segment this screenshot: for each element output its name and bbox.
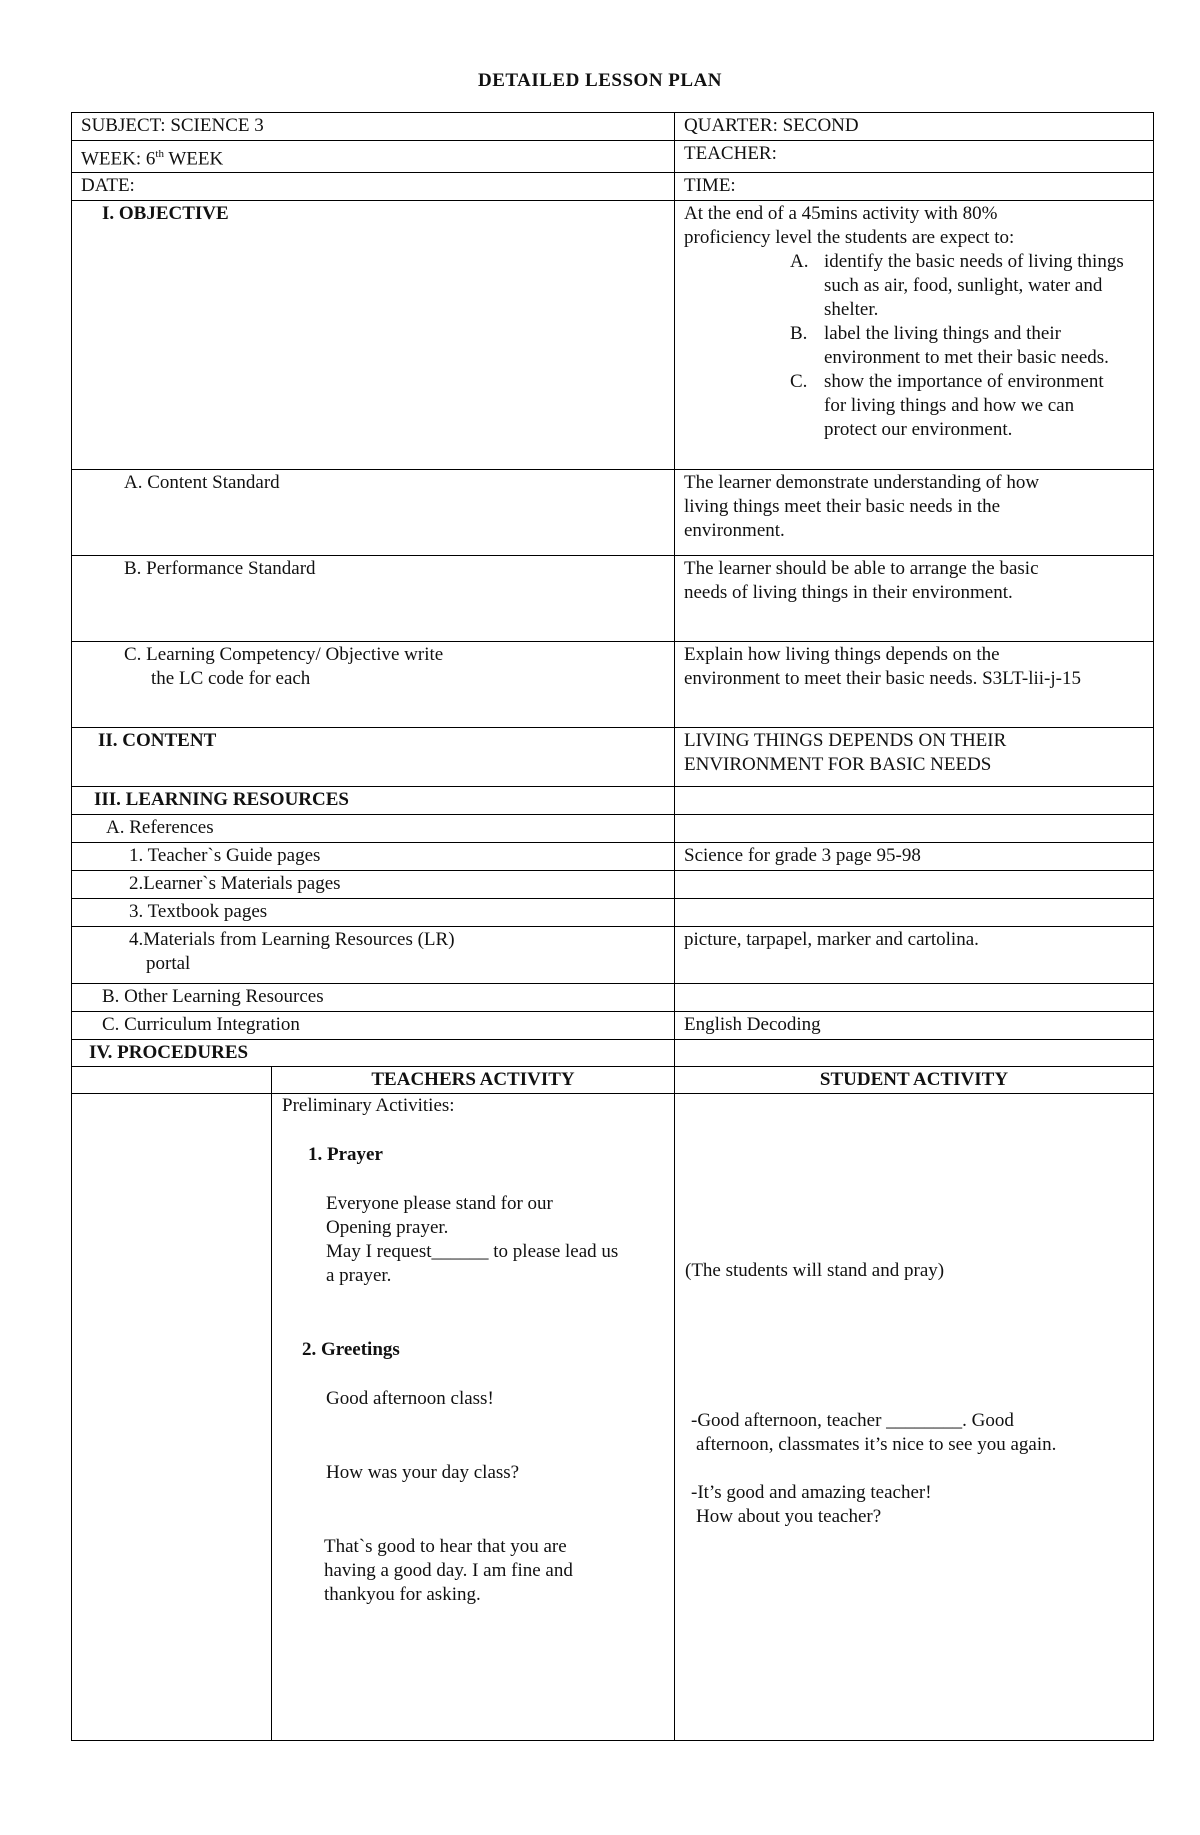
- lesson-plan-table: [71, 112, 1154, 1741]
- learners-materials-label: 2.Learner`s Materials pages: [72, 871, 675, 899]
- row-activity-headers: [72, 1067, 1154, 1094]
- row-competency: [72, 642, 1154, 728]
- other-resources-value: [675, 984, 1154, 1012]
- performance-standard-line-2: needs of living things in their environment.: [684, 582, 1013, 604]
- objective-b-line-1: label the living things and their: [824, 323, 1061, 345]
- row-content: [72, 728, 1154, 787]
- row-other-resources: [72, 984, 1154, 1012]
- integration-label: C. Curriculum Integration: [72, 1012, 675, 1040]
- references-label: A. References: [72, 815, 675, 843]
- row-subject: [72, 113, 1154, 141]
- date-cell: DATE:: [72, 173, 675, 201]
- competency-label-line-1: C. Learning Competency/ Objective write: [124, 644, 444, 666]
- objective-marker-c: C.: [790, 371, 808, 393]
- row-week: [72, 141, 1154, 173]
- prayer-line-3: May I request______ to please lead us: [326, 1241, 619, 1263]
- performance-standard-line-1: The learner should be able to arrange the basic: [684, 558, 1039, 580]
- prayer-teacher-text: [282, 1192, 664, 1288]
- objective-a-line-2: such as air, food, sunlight, water and: [824, 275, 1103, 297]
- day-student-line-2: How about you teacher?: [696, 1506, 882, 1528]
- objective-marker-b: B.: [790, 323, 808, 345]
- reply-line-2: having a good day. I am fine and: [324, 1560, 573, 1582]
- teachers-guide-value: Science for grade 3 page 95-98: [675, 843, 1154, 871]
- row-date: [72, 173, 1154, 201]
- preliminary-label: Preliminary Activities:: [282, 1095, 455, 1117]
- prayer-line-4: a prayer.: [326, 1265, 392, 1287]
- teachers-activity-header: TEACHERS ACTIVITY: [272, 1067, 675, 1094]
- content-standard-line-2: living things meet their basic needs in the: [684, 496, 1001, 518]
- competency-line-2: environment to meet their basic needs. S3LT-lii-j-15: [684, 668, 1081, 690]
- row-teachers-guide: [72, 843, 1154, 871]
- lr-portal-line-2: portal: [146, 953, 191, 975]
- performance-standard-cell: [675, 556, 1154, 642]
- day-teacher: How was your day class?: [326, 1462, 520, 1484]
- learners-materials-value: [675, 871, 1154, 899]
- references-value: [675, 815, 1154, 843]
- procedures-heading: IV. PROCEDURES: [72, 1040, 675, 1067]
- objective-list: [684, 250, 1144, 442]
- row-performance-standard: [72, 556, 1154, 642]
- lr-portal-value: picture, tarpapel, marker and cartolina.: [675, 927, 1154, 984]
- greet-student-line-1: -Good afternoon, teacher ________. Good: [691, 1410, 1014, 1432]
- teacher-activity-cell: [272, 1094, 675, 1741]
- activities-blank-cell: [72, 1094, 272, 1741]
- content-heading: II. CONTENT: [72, 728, 675, 787]
- reply-line-3: thankyou for asking.: [324, 1584, 481, 1606]
- week-superscript: th: [155, 148, 164, 160]
- prayer-line-1: Everyone please stand for our: [326, 1193, 553, 1215]
- objective-b-line-2: environment to met their basic needs.: [824, 347, 1109, 369]
- integration-value: English Decoding: [675, 1012, 1154, 1040]
- student-activity-cell: [675, 1094, 1154, 1741]
- row-resources-heading: [72, 787, 1154, 815]
- row-content-standard: [72, 470, 1154, 556]
- objective-intro-1: At the end of a 45mins activity with 80%: [684, 203, 998, 225]
- subject-cell: SUBJECT: SCIENCE 3: [72, 113, 675, 141]
- objective-marker-a: A.: [790, 251, 809, 273]
- lr-portal-line-1: 4.Materials from Learning Resources (LR): [129, 929, 455, 951]
- content-standard-cell: [675, 470, 1154, 556]
- performance-standard-label: B. Performance Standard: [72, 556, 675, 642]
- competency-label: [72, 642, 675, 728]
- objective-a-line-3: shelter.: [824, 299, 879, 321]
- week-prefix: WEEK: 6: [81, 148, 156, 170]
- objective-item-a: [790, 250, 1144, 322]
- objective-c-line-3: protect our environment.: [824, 419, 1013, 441]
- content-standard-label: A. Content Standard: [72, 470, 675, 556]
- reply-teacher-text: [282, 1535, 664, 1607]
- objective-c-line-1: show the importance of environment: [824, 371, 1104, 393]
- row-textbook: [72, 899, 1154, 927]
- row-lr-portal: [72, 927, 1154, 984]
- row-activities: [72, 1094, 1154, 1741]
- row-procedures-heading: [72, 1040, 1154, 1067]
- resources-heading: III. LEARNING RESOURCES: [72, 787, 675, 815]
- objective-heading: I. OBJECTIVE: [72, 201, 675, 470]
- objective-c-line-2: for living things and how we can: [824, 395, 1075, 417]
- objective-a-line-1: identify the basic needs of living things: [824, 251, 1124, 273]
- activity-header-blank: [72, 1067, 272, 1094]
- prayer-student: (The students will stand and pray): [685, 1260, 945, 1282]
- content-line-2: ENVIRONMENT FOR BASIC NEEDS: [684, 754, 992, 776]
- objective-item-b: [790, 322, 1144, 370]
- prayer-heading: 1. Prayer: [308, 1144, 383, 1166]
- row-references: [72, 815, 1154, 843]
- time-cell: TIME:: [675, 173, 1154, 201]
- teacher-cell: TEACHER:: [675, 141, 1154, 173]
- content-standard-line-3: environment.: [684, 520, 785, 542]
- competency-line-1: Explain how living things depends on the: [684, 644, 1000, 666]
- content-line-1: LIVING THINGS DEPENDS ON THEIR: [684, 730, 1007, 752]
- lr-portal-label: [72, 927, 675, 984]
- competency-cell: [675, 642, 1154, 728]
- greet-teacher: Good afternoon class!: [326, 1388, 494, 1410]
- content-standard-line-1: The learner demonstrate understanding of how: [684, 472, 1040, 494]
- objective-item-c: [790, 370, 1144, 442]
- greet-student-line-2: afternoon, classmates it’s nice to see you again.: [696, 1434, 1057, 1456]
- student-activity-header: STUDENT ACTIVITY: [675, 1067, 1154, 1094]
- row-integration: [72, 1012, 1154, 1040]
- other-resources-label: B. Other Learning Resources: [72, 984, 675, 1012]
- row-learners-materials: [72, 871, 1154, 899]
- day-student-line-1: -It’s good and amazing teacher!: [691, 1482, 932, 1504]
- reply-line-1: That`s good to hear that you are: [324, 1536, 567, 1558]
- content-cell: [675, 728, 1154, 787]
- objective-intro-2: proficiency level the students are expect to:: [684, 227, 1015, 249]
- objective-cell: [675, 201, 1154, 470]
- resources-heading-value: [675, 787, 1154, 815]
- prayer-line-2: Opening prayer.: [326, 1217, 449, 1239]
- competency-label-line-2: the LC code for each: [151, 668, 311, 690]
- row-objective: [72, 201, 1154, 470]
- greet-student-text: [685, 1409, 1143, 1457]
- week-cell: [72, 141, 675, 173]
- day-student-text: [685, 1481, 1143, 1529]
- textbook-value: [675, 899, 1154, 927]
- greetings-heading: 2. Greetings: [302, 1339, 400, 1361]
- page-title: DETAILED LESSON PLAN: [477, 70, 723, 91]
- week-suffix: WEEK: [163, 148, 224, 170]
- teachers-guide-label: 1. Teacher`s Guide pages: [72, 843, 675, 871]
- textbook-label: 3. Textbook pages: [72, 899, 675, 927]
- quarter-cell: QUARTER: SECOND: [675, 113, 1154, 141]
- procedures-heading-value: [675, 1040, 1154, 1067]
